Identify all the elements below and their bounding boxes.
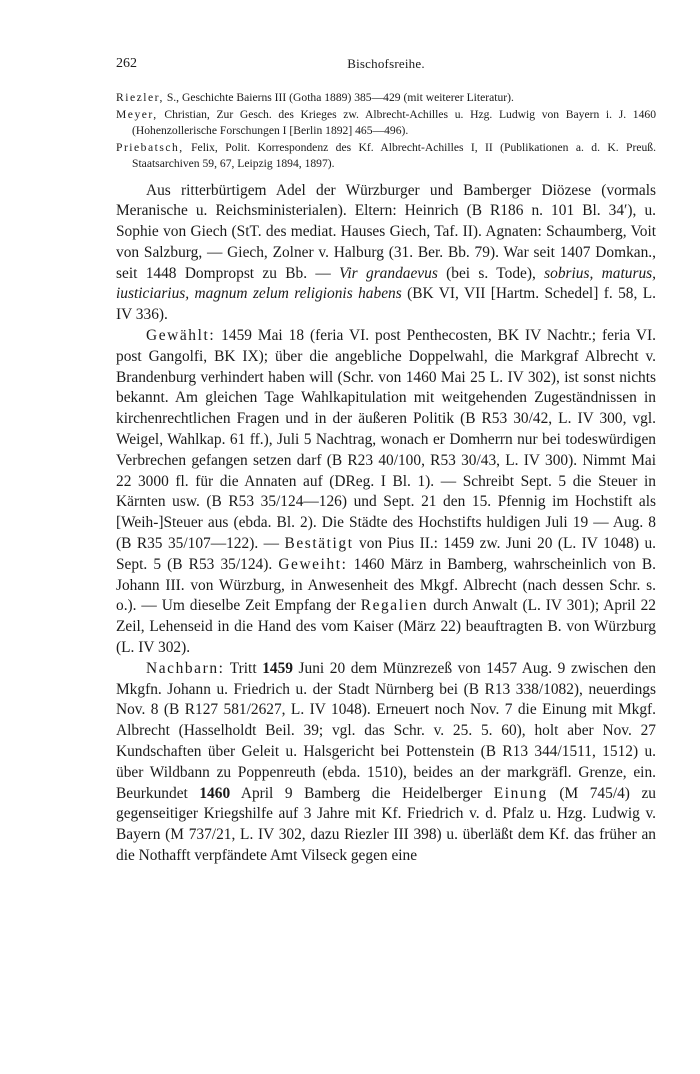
text-run: April 9 Bamberg die Heidelberger [230,784,494,802]
bib-text: Felix, Polit. Korrespondenz des Kf. Albrecht-Achilles I, II (Publikationen a. d. K. Preuß. Staatsarchiven 59, 67, Leipzig 1894, 1897). [132,140,656,170]
italic-run: Vir grandaevus [339,264,438,282]
document-page [116,46,656,867]
italic-run: sobrius, maturus, iusticiarius, magnum zelum religionis habens [116,264,656,303]
text-run: durch Anwalt (L. IV 301); April 22 Zeil, Lehenseid in die Hand des vom Kaiser (März 22) beauftragten B. von Würzburg (L. IV 302). [116,597,656,657]
text-run: (bei s. Tode), [437,264,545,282]
bibliography-entry [116,90,656,107]
running-title: Bischofsreihe. [347,56,425,71]
body-text [116,181,656,867]
bib-author: Meyer, [116,107,158,121]
text-run: von Pius II.: 1459 zw. Juni 20 (L. IV 1048) u. Sept. 5 (B R53 35/124). [116,535,656,573]
bib-text: Christian, Zur Gesch. des Krieges zw. Albrecht-Achilles u. Hzg. Ludwig von Bayern i. J. 1460 (Hohenzollerische Forschungen I [Berlin 1892] 465—496). [132,107,656,137]
text-run: Tritt [224,659,263,677]
page-header [116,46,656,72]
spaced-heading: Einung [493,784,548,802]
bold-year: 1460 [199,784,231,802]
bold-year: 1459 [262,659,293,677]
text-run: (BK VI, VII [Hartm. Schedel] f. 58, L. IV 336). [116,285,657,324]
bib-author: Riezler, [116,91,164,104]
spaced-heading: Geweiht: [278,555,348,573]
page-number: 262 [116,56,137,71]
text-run: 1460 März in Bamberg, wahrscheinlich von B. Johann III. von Würzburg, in Anwesenheit des Mkgf. Albrecht (nach dessen Schr. s. o.). — Um dieselbe Zeit Empfang der [116,555,656,615]
paragraph-origin [116,181,656,327]
paragraph-election [116,326,656,659]
bibliography-entry [116,107,656,140]
spaced-heading: Gewählt: [146,327,216,345]
bibliography [116,90,656,173]
bib-text: S., Geschichte Baierns III (Gotha 1889) 385—429 (mit weiterer Literatur). [163,91,514,104]
paragraph-neighbors [116,659,656,867]
text-run: Juni 20 dem Münzrezeß von 1457 Aug. 9 zwischen den Mkgfn. Johann u. Friedrich u. der Stadt Nürnberg bei (B R13 338/1082), neuerdings Nov. 8 (B R127 581/2627, L. IV 1048). Erneuert noch Nov. 7 die Einung mit Mkgf. Albrecht (Hasselholdt Beil. 39; vgl. das Schr. v. 25. 5. 60), holt aber Nov. 27 Kundschaften über Geleit u. Halsgericht bei Pottenstein (B R13 344/1511, 1512) u. über Wildbann zu Poppenreuth (ebda. 1510), beides an der markgräfl. Grenze, ein. Beurkundet [116,659,657,802]
spaced-heading: Nachbarn: [146,659,225,677]
text-run: Aus ritterbürtigem Adel der Würzburger und Bamberger Diözese (vormals Meranische u. Reichsministerialen). Eltern: Heinrich (B R186 n. 101 Bl. 34′), u. Sophie von Giech (StT. des mediat. Hauses Giech, Taf. II). Agnaten: Schaumberg, Voit von Salzburg, — Giech, Zolner v. Halburg (31. Ber. Bb. 79). War seit 1407 Domkan., seit 1448 Dompropst zu Bb. — [116,181,656,282]
text-run: 1459 Mai 18 (feria VI. post Penthecosten, BK IV Nachtr.; feria VI. post Gangolfi, BK IX); über die angebliche Doppelwahl, die Markgraf Albrecht v. Brandenburg verhindert haben will (Schr. von 1460 Mai 25 L. IV 302), ist sonst nichts bekannt. Am gleichen Tage Wahlkapitulation mit weitgehenden Zugeständnissen in kirchenrechtlichen Fragen und in der äußeren Politik (B R53 30/42, L. IV 300, vgl. Weigel, Wahlkap. 61 ff.), Juli 5 Nachtrag, wonach er Domherrn nur bei todeswürdigen Verbrechen gefangen setzen darf (B R23 40/100, R53 30/43, L. IV 300). Nimmt Mai 22 3000 fl. für die Annaten auf (DReg. I Bl. 1). — Schreibt Sept. 5 die Steuer in Kärnten usw. (B R53 35/124—126) und Sept. 21 den 15. Pfennig im Hochstift als [Weih-]Steuer aus (ebda. Bl. 2). Die Städte des Hochstifts huldigen Juli 19 — Aug. 8 (B R35 35/107—122). — [116,327,656,553]
spaced-heading: Regalien [360,597,429,615]
text-run: (M 745/4) zu gegenseitiger Kriegshilfe auf 3 Jahre mit Kf. Friedrich v. d. Pfalz u. Hzg. Ludwig v. Bayern (M 737/21, L. IV 302, dazu Riezler III 398) u. überläßt dem Kf. das früher an die Nothafft verpfändete Amt Vilseck gegen eine [116,784,656,864]
bibliography-entry [116,140,656,173]
bib-author: Priebatsch, [116,140,184,154]
spaced-heading: Bestätigt [284,535,354,553]
